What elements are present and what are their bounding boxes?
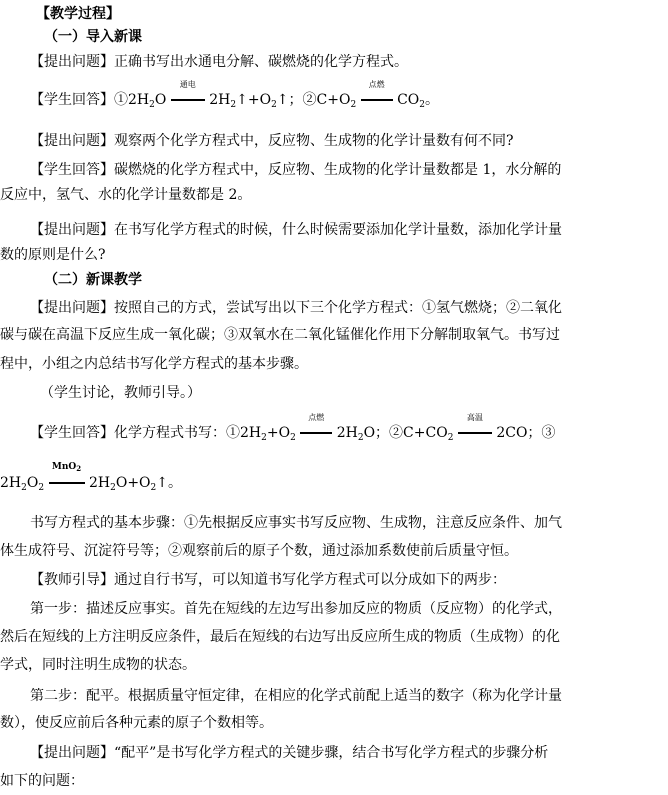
eq-text: 2CO；③ (496, 425, 556, 441)
teacher-guide: 【教师引导】通过自行书写，可以知道书写化学方程式可以分成如下的两步： (30, 572, 506, 588)
subscript: 2 (150, 483, 157, 493)
subscript: 2 (419, 100, 426, 110)
eq-text: ↑+O (236, 92, 272, 108)
eq-text: CO (397, 92, 420, 108)
subscript: 2 (21, 483, 27, 493)
steps-line-1: 书写方程式的基本步骤：①先根据反应事实书写反应物、生成物，注意反应条件、加气 (30, 515, 562, 531)
eq-text: O (154, 92, 167, 108)
eq-text: ↑。 (156, 475, 182, 491)
reaction-arrow (300, 413, 332, 443)
eq-text: 【学生回答】化学方程式书写：①2H (30, 425, 262, 441)
answer-1-equations (0, 80, 668, 115)
answer-2-line-2: 反应中，氢气、水的化学计量数都是 2。 (0, 187, 252, 203)
eq-text: O (26, 475, 39, 491)
question-5-line-2: 如下的问题： (0, 773, 84, 789)
eq-text: 2H (336, 425, 358, 441)
eq-text: ↑；②C+O (276, 92, 351, 108)
answer-3-equations (0, 413, 668, 448)
reaction-arrow (171, 80, 205, 110)
reaction-condition: 点燃 (368, 80, 385, 89)
question-1: 【提出问题】正确书写出水通电分解、碳燃烧的化学方程式。 (30, 54, 408, 70)
eq-text: 2H (88, 475, 111, 491)
subscript: 2 (447, 433, 454, 443)
question-4-line-3: 程中，小组之内总结书写化学方程式的基本步骤。 (0, 356, 308, 372)
reaction-condition: 点燃 (308, 413, 325, 422)
question-5-line-1: 【提出问题】“配平”是书写化学方程式的关键步骤，结合书写化学方程式的步骤分析 (30, 745, 549, 761)
eq-text: +O (266, 425, 291, 441)
section-heading: 【教学过程】 (36, 6, 120, 22)
eq-text: 。 (425, 92, 440, 108)
eq-text: 2H (0, 475, 22, 491)
reaction-condition: MnO (51, 462, 77, 472)
subscript: 2 (350, 100, 357, 110)
eq-text: 2H (209, 92, 231, 108)
subscript: 2 (261, 433, 267, 443)
question-3-line-1: 【提出问题】在书写化学方程式的时候，什么时候需要添加化学计量数，添加化学计量 (30, 222, 562, 238)
eq-text: O+O (115, 475, 151, 491)
eq-text: O；②C+CO (363, 425, 448, 441)
answer-3-line-2 (0, 462, 668, 498)
question-2: 【提出问题】观察两个化学方程式中，反应物、生成物的化学计量数有何不同? (30, 133, 514, 149)
subscript: 2 (76, 464, 82, 473)
subscript: 2 (149, 100, 155, 110)
step-1-line-2: 然后在短线的上方注明反应条件，最后在短线的右边写出反应所生成的物质（生成物）的化 (0, 629, 560, 645)
subscript: 2 (290, 433, 296, 443)
step-1-line-3: 学式，同时注明生成物的状态。 (0, 657, 196, 673)
subscript: 2 (230, 100, 237, 110)
reaction-condition: 高温 (466, 413, 483, 422)
discussion-note: （学生讨论，教师引导。） (40, 385, 201, 401)
step-1-line-1: 第一步：描述反应事实。首先在短线的左边写出参加反应的物质（反应物）的化学式， (30, 601, 562, 617)
answer-2-line-1: 【学生回答】碳燃烧的化学方程式中，反应物、生成物的化学计量数都是 1，水分解的 (30, 162, 562, 178)
reaction-arrow (458, 413, 492, 443)
subscript: 2 (271, 100, 277, 110)
question-4-line-1: 【提出问题】按照自己的方式，尝试写出以下三个化学方程式：①氢气燃烧；②二氧化 (30, 300, 562, 316)
question-4-line-2: 碳与碳在高温下反应生成一氧化碳；③双氧水在二氧化锰催化作用下分解制取氧气。书写过 (0, 327, 560, 343)
step-2-line-2: 数），使反应前后各种元素的原子个数相等。 (0, 715, 273, 731)
reaction-arrow (361, 80, 393, 110)
subscript: 2 (38, 483, 45, 493)
subscript: 2 (357, 433, 364, 443)
steps-line-2: 体生成符号、沉淀符号等；②观察前后的原子个数，通过添加系数使前后质量守恒。 (0, 543, 518, 559)
reaction-condition: 通电 (179, 80, 196, 89)
answer-label: 【学生回答】 (30, 92, 114, 108)
subsection-heading-1: （一）导入新课 (44, 29, 142, 45)
subscript: 2 (110, 483, 116, 493)
question-3-line-2: 数的原则是什么? (0, 247, 106, 263)
step-2-line-1: 第二步：配平。根据质量守恒定律，在相应的化学式前配上适当的数字（称为化学计量 (30, 688, 562, 704)
eq-text: ①2H (114, 92, 150, 108)
subsection-heading-2: （二）新课教学 (44, 272, 142, 288)
reaction-arrow (49, 462, 85, 493)
